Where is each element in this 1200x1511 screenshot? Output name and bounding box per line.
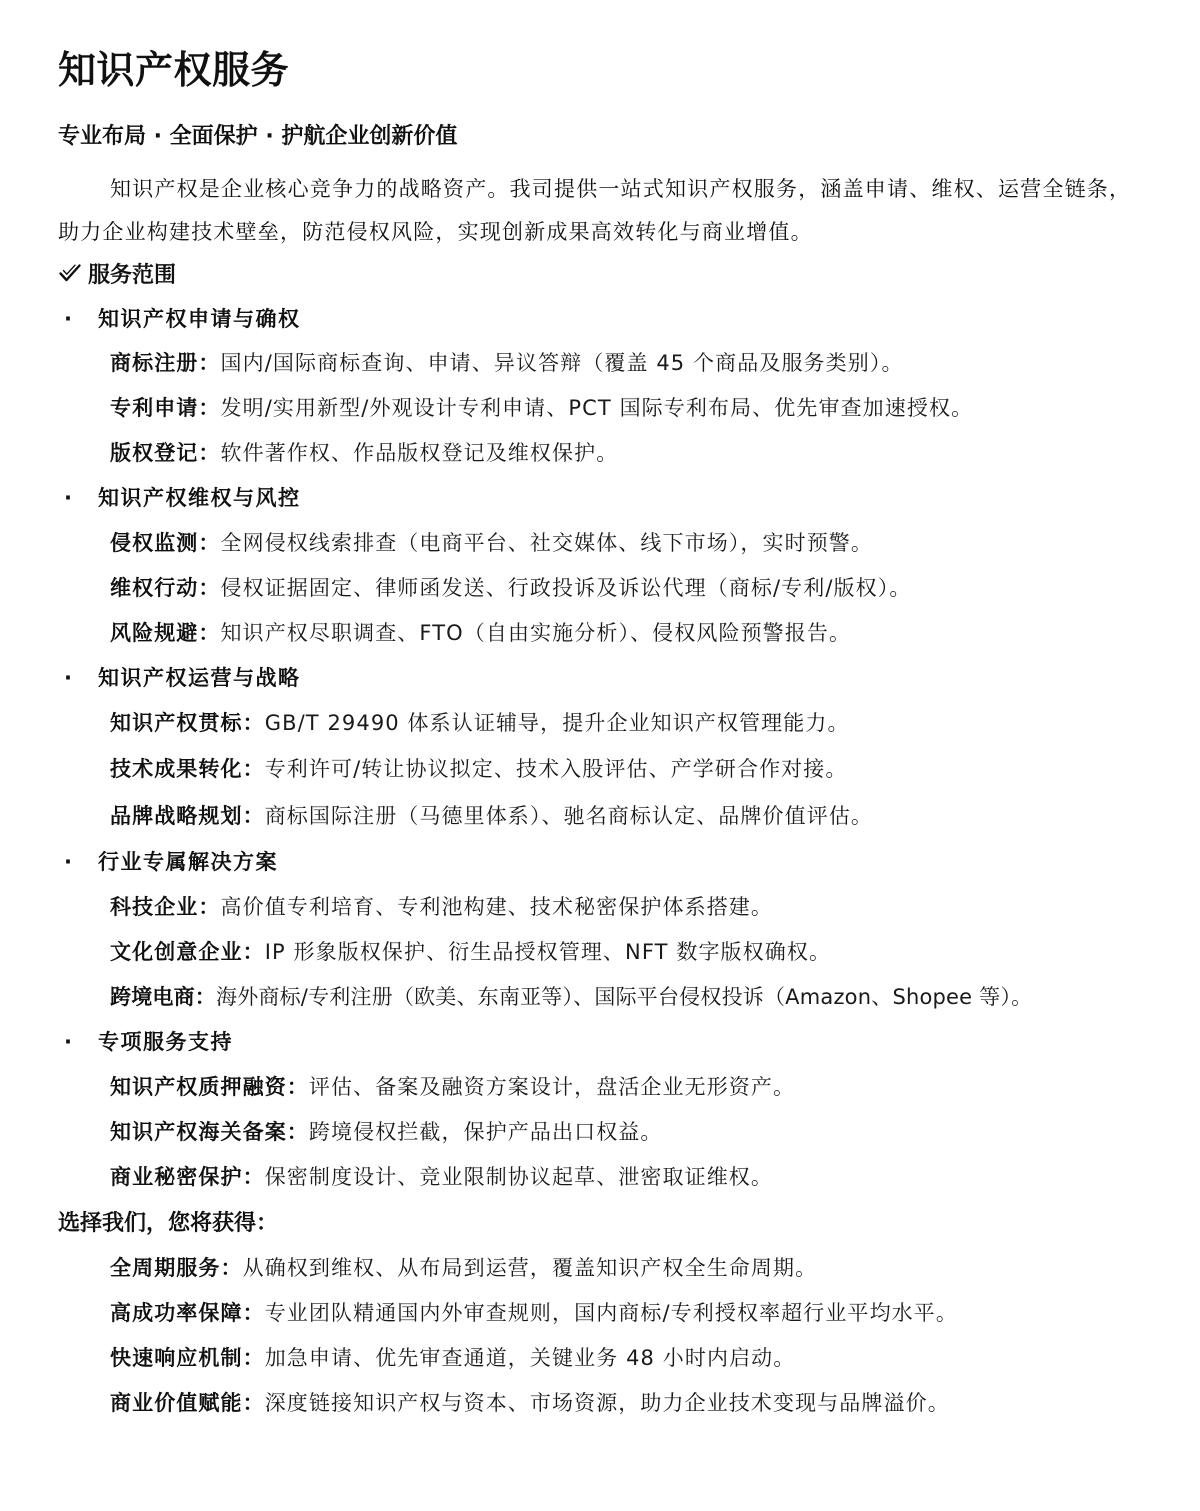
bullet: ·: [64, 850, 74, 874]
list-item: [110, 527, 873, 559]
group-title-special: [64, 1026, 233, 1058]
item-text: 知识产权尽职调查、FTO（自由实施分析）、侵权风险预警报告。: [220, 621, 852, 645]
list-item: [110, 1387, 950, 1419]
item-text: 侵权证据固定、律师函发送、行政投诉及诉讼代理（商标/专利/版权）。: [220, 576, 912, 600]
item-text: 专利许可/转让协议拟定、技术入股评估、产学研合作对接。: [264, 757, 848, 781]
item-text: 商标国际注册（马德里体系）、驰名商标认定、品牌价值评估。: [264, 804, 874, 828]
item-label: 风险规避：: [110, 621, 221, 645]
item-label: 跨境电商：: [110, 985, 216, 1009]
item-label: 全周期服务：: [110, 1256, 243, 1280]
item-text: 加急申请、优先审查通道，关键业务 48 小时内启动。: [264, 1346, 796, 1370]
bullet: ·: [64, 307, 74, 331]
item-label: 科技企业：: [110, 895, 221, 919]
list-item: [110, 753, 847, 785]
item-label: 文化创意企业：: [110, 940, 265, 964]
group-title-label: 行业专属解决方案: [98, 850, 278, 874]
page-subtitle: 专业布局 · 全面保护 · 护航企业创新价值: [58, 124, 458, 149]
check-icon: [58, 261, 82, 285]
list-item: [110, 392, 973, 424]
item-text: 评估、备案及融资方案设计，盘活企业无形资产。: [308, 1075, 796, 1099]
group-title-operation: [64, 662, 301, 694]
list-item: [110, 1116, 663, 1148]
intro-paragraph: 知识产权是企业核心竞争力的战略资产。我司提供一站式知识产权服务，涵盖申请、维权、运营全链条，助力企业构建技术壁垒，防范侵权风险，实现创新成果高效转化与商业增值。: [58, 177, 1132, 244]
item-label: 知识产权质押融资：: [110, 1075, 309, 1099]
item-label: 技术成果转化：: [110, 757, 265, 781]
item-text: 海外商标/专利注册（欧美、东南亚等）、国际平台侵权投诉（Amazon、Shopee 等）。: [216, 985, 1033, 1009]
group-title-application: [64, 303, 301, 335]
service-scope-heading: [58, 257, 176, 289]
group-title-label: 知识产权维权与风控: [98, 486, 301, 510]
item-label: 专利申请：: [110, 396, 221, 420]
list-item: [110, 800, 873, 832]
item-label: 高成功率保障：: [110, 1301, 265, 1325]
item-label: 维权行动：: [110, 576, 221, 600]
service-scope-heading-label: 服务范围: [88, 262, 177, 288]
group-title-label: 知识产权运营与战略: [98, 666, 301, 690]
item-text: 跨境侵权拦截，保护产品出口权益。: [308, 1120, 663, 1144]
item-label: 商业秘密保护：: [110, 1165, 265, 1189]
bullet: ·: [64, 1030, 74, 1054]
list-item: [110, 1297, 958, 1329]
item-label: 商业价值赋能：: [110, 1391, 265, 1415]
list-item: [110, 936, 831, 968]
list-item: [110, 1252, 817, 1284]
item-label: 版权登记：: [110, 441, 221, 465]
page-title: 知识产权服务: [58, 48, 290, 92]
item-label: 快速响应机制：: [110, 1346, 265, 1370]
why-choose-heading: 选择我们，您将获得：: [58, 1211, 279, 1236]
list-item: [110, 1071, 795, 1103]
group-title-label: 专项服务支持: [98, 1030, 233, 1054]
item-text: 软件著作权、作品版权登记及维权保护。: [220, 441, 619, 465]
item-text: IP 形象版权保护、衍生品授权管理、NFT 数字版权确权。: [264, 940, 832, 964]
item-label: 知识产权海关备案：: [110, 1120, 309, 1144]
list-item: [110, 707, 850, 739]
item-label: 知识产权贯标：: [110, 711, 265, 735]
group-title-label: 知识产权申请与确权: [98, 307, 301, 331]
item-text: 深度链接知识产权与资本、市场资源，助力企业技术变现与品牌溢价。: [264, 1391, 950, 1415]
group-title-enforcement: [64, 482, 301, 514]
list-item: [110, 347, 904, 379]
item-text: GB/T 29490 体系认证辅导，提升企业知识产权管理能力。: [264, 711, 850, 735]
item-text: 国内/国际商标查询、申请、异议答辩（覆盖 45 个商品及服务类别）。: [220, 351, 904, 375]
item-label: 侵权监测：: [110, 531, 221, 555]
list-item: [110, 572, 911, 604]
bullet: ·: [64, 486, 74, 510]
item-text: 全网侵权线索排查（电商平台、社交媒体、线下市场），实时预警。: [220, 531, 873, 555]
item-text: 从确权到维权、从布局到运营，覆盖知识产权全生命周期。: [242, 1256, 818, 1280]
item-label: 商标注册：: [110, 351, 221, 375]
group-title-industry: [64, 846, 278, 878]
bullet: ·: [64, 666, 74, 690]
list-item: [110, 437, 618, 469]
item-label: 品牌战略规划：: [110, 804, 265, 828]
item-text: 发明/实用新型/外观设计专利申请、PCT 国际专利布局、优先审查加速授权。: [220, 396, 974, 420]
list-item: [110, 1342, 795, 1374]
list-item: [110, 981, 1032, 1013]
list-item: [110, 617, 851, 649]
item-text: 高价值专利培育、专利池构建、技术秘密保护体系搭建。: [220, 895, 773, 919]
list-item: [110, 891, 773, 923]
item-text: 专业团队精通国内外审查规则，国内商标/专利授权率超行业平均水平。: [264, 1301, 958, 1325]
item-text: 保密制度设计、竞业限制协议起草、泄密取证维权。: [264, 1165, 774, 1189]
list-item: [110, 1161, 773, 1193]
